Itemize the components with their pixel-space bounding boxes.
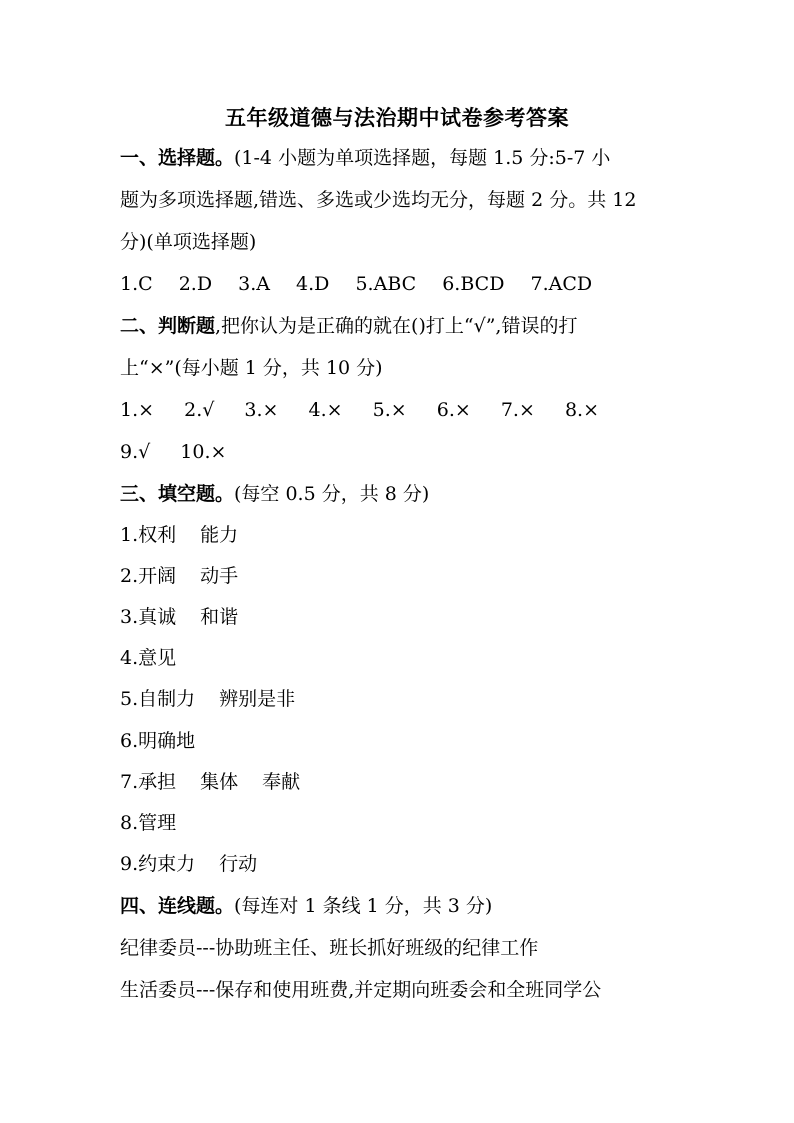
section2-heading: 二、判断题 [120, 315, 216, 337]
choice-answer: 1.C [120, 273, 153, 295]
fill-item: 4.意见 [120, 647, 177, 669]
section1-desc-line2: 题为多项选择题,错选、多选或少选均无分，每题 2 分。共 12 [120, 189, 637, 211]
fill-answer: 动手 [200, 565, 239, 587]
fill-answer: 承担 [138, 771, 177, 793]
judge-answer: 1.× [120, 399, 155, 421]
fill-answer: 真诚 [138, 606, 177, 628]
fill-answer: 明确地 [138, 730, 196, 752]
choice-answer: 6.BCD [442, 273, 505, 295]
section4-desc: (每连对 1 条线 1 分，共 3 分) [234, 895, 493, 917]
fill-item: 7.承担 集体 奉献 [120, 771, 301, 793]
choice-answer: 7.ACD [530, 273, 593, 295]
section1-desc-line1: (1-4 小题为单项选择题，每题 1.5 分:5-7 小 [234, 147, 611, 169]
choice-answer: 3.A [238, 273, 270, 295]
section1-line1 [120, 143, 680, 173]
judge-answer: 6.× [436, 399, 471, 421]
fill-item: 3.真诚 和谐 [120, 606, 239, 628]
fill-answer: 能力 [200, 524, 239, 546]
match-line: 纪律委员---协助班主任、班长抓好班级的纪律工作 [120, 937, 539, 959]
fill-item: 5.自制力 辨别是非 [120, 688, 296, 710]
section3-heading: 三、填空题。 [120, 483, 235, 505]
section2-desc-line1: ,把你认为是正确的就在()打上“√”,错误的打 [215, 315, 578, 337]
fill-answer: 约束力 [138, 853, 196, 875]
section1-answers [120, 269, 680, 299]
fill-item: 9.约束力 行动 [120, 853, 258, 875]
section4-line1 [120, 891, 680, 921]
fill-answer: 辨别是非 [219, 688, 296, 710]
judge-answer: 8.× [564, 399, 600, 421]
match-line: 生活委员---保存和使用班费,并定期向班委会和全班同学公 [120, 979, 602, 1001]
judge-answer: 10.× [180, 441, 227, 463]
fill-answer: 集体 [200, 771, 239, 793]
judge-answer: 5.× [372, 399, 407, 421]
fill-answer: 行动 [219, 853, 258, 875]
section3-line1 [120, 479, 680, 509]
section3-desc: (每空 0.5 分，共 8 分) [234, 483, 430, 505]
fill-item: 8.管理 [120, 812, 177, 834]
section2-answers-row2 [120, 437, 680, 467]
fill-item: 6.明确地 [120, 730, 196, 752]
fill-answer: 意见 [138, 647, 177, 669]
judge-answer: 9.√ [120, 441, 151, 463]
choice-answer: 2.D [178, 273, 213, 295]
fill-answer: 权利 [138, 524, 177, 546]
section4-heading: 四、连线题。 [120, 895, 235, 917]
section1-desc-line3: 分)(单项选择题) [120, 231, 257, 253]
section2-desc-line2: 上“×”(每小题 1 分，共 10 分) [120, 357, 383, 379]
section1-heading: 一、选择题。 [120, 147, 235, 169]
fill-answer: 管理 [138, 812, 177, 834]
section2-answers-row1 [120, 395, 680, 425]
section2-line1 [120, 311, 680, 341]
choice-answer: 4.D [296, 273, 330, 295]
page-title: 五年级道德与法治期中试卷参考答案 [225, 105, 569, 130]
fill-answer: 开阔 [138, 565, 177, 587]
fill-answer: 自制力 [138, 688, 196, 710]
judge-answer: 7.× [500, 399, 535, 421]
fill-answer: 奉献 [262, 771, 301, 793]
choice-answer: 5.ABC [355, 273, 417, 295]
fill-item: 1.权利 能力 [120, 524, 239, 546]
fill-answer: 和谐 [200, 606, 239, 628]
fill-item: 2.开阔 动手 [120, 565, 239, 587]
judge-answer: 2.√ [184, 399, 215, 421]
judge-answer: 4.× [308, 399, 343, 421]
judge-answer: 3.× [244, 399, 279, 421]
